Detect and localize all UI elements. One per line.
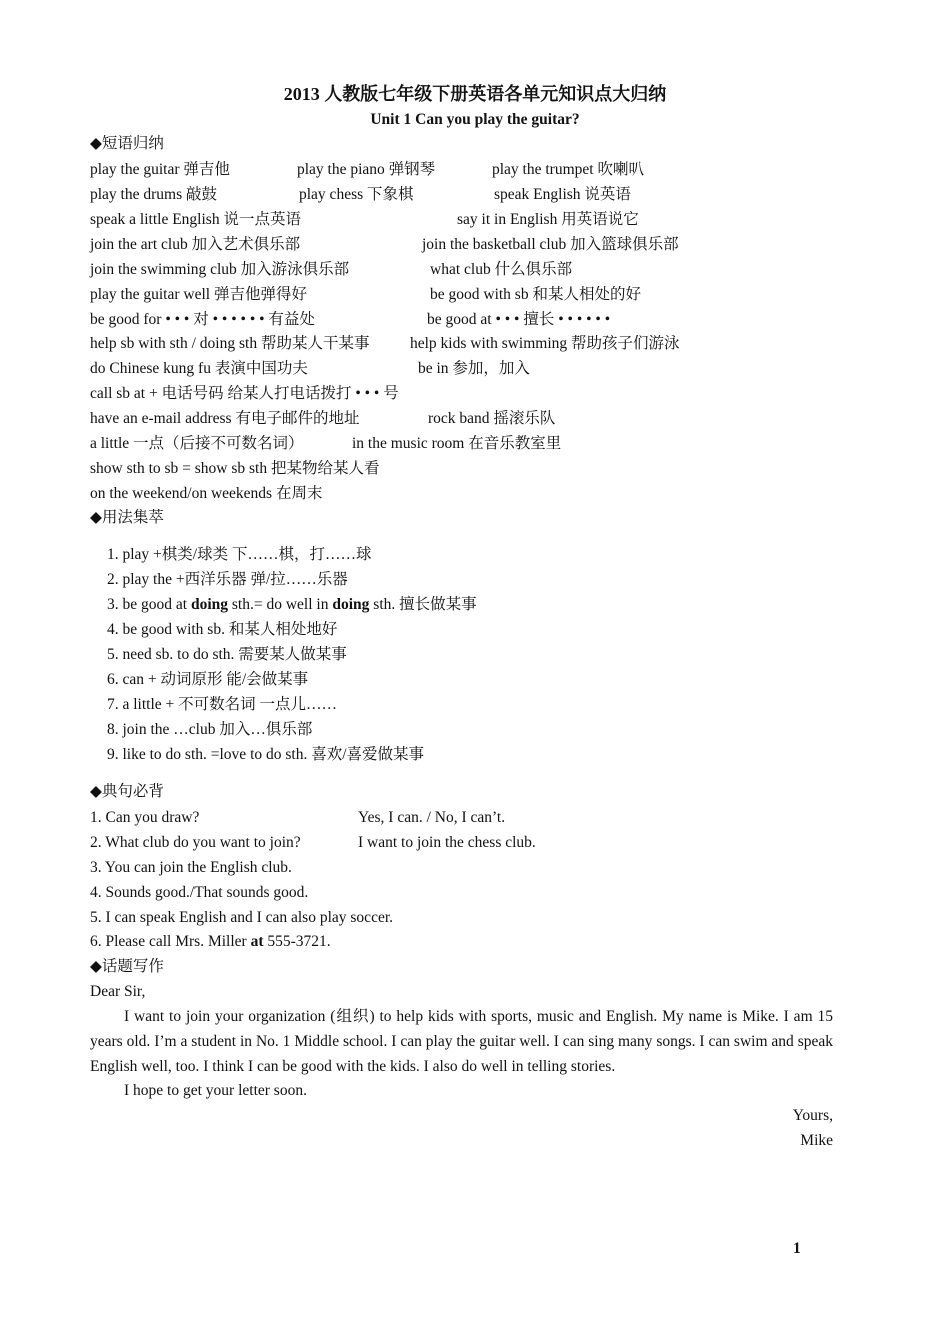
letter-greeting: Dear Sir, <box>90 983 146 1000</box>
phrase-item: join the swimming club 加入游泳俱乐部 <box>90 261 350 278</box>
usage-item: 8. join the …club 加入…俱乐部 <box>107 721 313 738</box>
phrase-item: join the basketball club 加入篮球俱乐部 <box>422 236 679 253</box>
section-heading-usage: ◆用法集萃 <box>90 509 164 526</box>
phrase-item: play the trumpet 吹喇叭 <box>492 161 644 178</box>
usage-text: sth.= do well in <box>228 596 333 613</box>
phrase-item: be good with sb 和某人相处的好 <box>430 286 641 303</box>
phrase-item: on the weekend/on weekends 在周末 <box>90 485 323 502</box>
usage-text: 3. be good at <box>107 596 191 613</box>
phrase-item: play the piano 弹钢琴 <box>297 161 436 178</box>
letter-signature: Mike <box>800 1132 833 1149</box>
usage-item <box>107 595 477 615</box>
phrase-item: play the guitar well 弹吉他弹得好 <box>90 286 307 303</box>
sentence-bold: at <box>250 933 264 950</box>
phrase-item: what club 什么俱乐部 <box>430 261 573 278</box>
phrase-item: have an e-mail address 有电子邮件的地址 <box>90 410 360 427</box>
sentence-item: 1. Can you draw? <box>90 809 200 826</box>
phrase-item: be in 参加，加入 <box>418 360 530 377</box>
sentence-text: 555-3721. <box>263 933 331 950</box>
sentence-item: 4. Sounds good./That sounds good. <box>90 884 309 901</box>
document-title: 2013 人教版七年级下册英语各单元知识点大归纳 <box>283 84 667 104</box>
phrase-item: a little 一点（后接不可数名词） <box>90 435 304 452</box>
letter-signoff: Yours, <box>792 1107 833 1124</box>
sentence-item: 2. What club do you want to join? <box>90 834 301 851</box>
usage-bold: doing <box>332 596 370 613</box>
phrase-item: speak a little English 说一点英语 <box>90 211 301 228</box>
usage-item: 5. need sb. to do sth. 需要某人做某事 <box>107 646 347 663</box>
phrase-item: play the drums 敲鼓 <box>90 186 217 203</box>
phrase-item: in the music room 在音乐教室里 <box>352 435 562 452</box>
usage-item: 7. a little + 不可数名词 一点儿…… <box>107 696 338 713</box>
phrase-item: be good for • • • 对 • • • • • • 有益处 <box>90 311 315 328</box>
section-heading-sentences: ◆典句必背 <box>90 783 164 800</box>
sentence-answer: Yes, I can. / No, I can’t. <box>358 809 506 826</box>
usage-text: sth. 擅长做某事 <box>369 596 477 613</box>
usage-item: 2. play the +西洋乐器 弹/拉……乐器 <box>107 571 348 588</box>
phrase-item: play chess 下象棋 <box>299 186 414 203</box>
phrase-item: play the guitar 弹吉他 <box>90 161 230 178</box>
phrase-item: show sth to sb = show sb sth 把某物给某人看 <box>90 460 380 477</box>
phrase-item: say it in English 用英语说它 <box>457 211 639 228</box>
page-number: 1 <box>793 1240 801 1257</box>
sentence-item: 5. I can speak English and I can also play soccer. <box>90 909 394 926</box>
sentence-text: 6. Please call Mrs. Miller <box>90 933 251 950</box>
phrase-item: join the art club 加入艺术俱乐部 <box>90 236 301 253</box>
phrase-item: rock band 摇滚乐队 <box>428 410 556 427</box>
usage-item: 9. like to do sth. =love to do sth. 喜欢/喜爱做某事 <box>107 746 425 763</box>
phrase-item: help sb with sth / doing sth 帮助某人干某事 <box>90 335 370 352</box>
phrase-item: call sb at + 电话号码 给某人打电话拨打 • • • 号 <box>90 385 399 402</box>
phrase-item: help kids with swimming 帮助孩子们游泳 <box>410 335 680 352</box>
section-heading-writing: ◆话题写作 <box>90 958 164 975</box>
phrase-item: do Chinese kung fu 表演中国功夫 <box>90 360 308 377</box>
sentence-answer: I want to join the chess club. <box>358 834 536 851</box>
usage-item: 1. play +棋类/球类 下……棋，打……球 <box>107 546 372 563</box>
letter-closing-line: I hope to get your letter soon. <box>124 1082 307 1099</box>
unit-title: Unit 1 Can you play the guitar? <box>370 111 580 128</box>
phrase-item: speak English 说英语 <box>494 186 631 203</box>
sentence-item <box>90 932 331 952</box>
section-heading-phrases: ◆短语归纳 <box>90 135 164 152</box>
usage-bold: doing <box>190 596 229 613</box>
sentence-item: 3. You can join the English club. <box>90 859 292 876</box>
usage-item: 4. be good with sb. 和某人相处地好 <box>107 621 338 638</box>
usage-item: 6. can + 动词原形 能/会做某事 <box>107 671 309 688</box>
letter-body: I want to join your organization (组织) to help kids with sports, music and English. My name is Mike. I am 15 years old. I’m a student in No. 1 Middle school. I can play the guitar well. I can sing many songs. I can swim and speak English well, too. I think I can be good with the kids. I also do well in telling stories. <box>90 1008 833 1075</box>
phrase-item: be good at • • • 擅长 • • • • • • <box>427 311 611 328</box>
